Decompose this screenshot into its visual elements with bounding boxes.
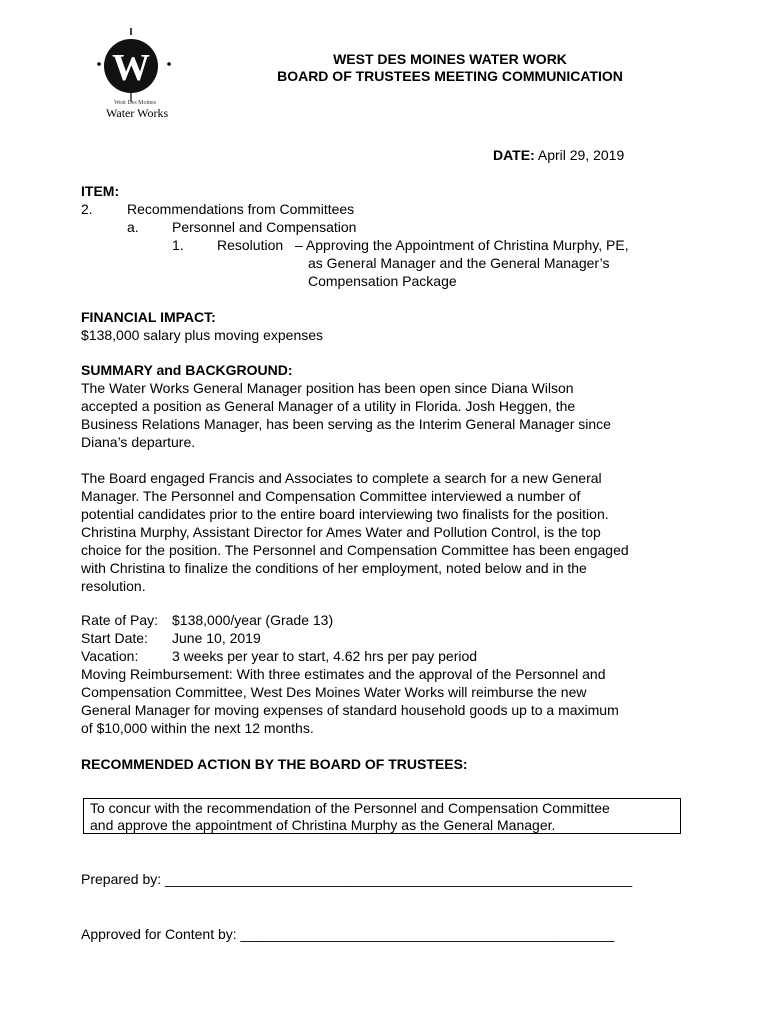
moving-line: of $10,000 within the next 12 months. xyxy=(81,720,314,736)
financial-text: $138,000 salary plus moving expenses xyxy=(81,327,324,343)
date-value: April 29, 2019 xyxy=(534,147,625,163)
date-label: DATE: xyxy=(493,147,535,163)
summary-p1-line: accepted a position as General Manager of a utility in Florida. Josh Heggen, the xyxy=(81,398,576,414)
svg-text:W: W xyxy=(112,47,150,89)
vacation-value: 3 weeks per year to start, 4.62 hrs per pay period xyxy=(172,648,478,664)
header-title-1: WEST DES MOINES WATER WORK xyxy=(333,51,567,67)
item-number: 2. xyxy=(81,201,93,217)
summary-p2-line: choice for the position. The Personnel and Compensation Committee has been engaged xyxy=(81,542,629,558)
summary-paragraph-2 xyxy=(81,469,629,595)
summary-p1-line: The Water Works General Manager position has been open since Diana Wilson xyxy=(81,380,574,396)
resolution-line-2: as General Manager and the General Manager’s xyxy=(308,255,610,271)
header-title-2: BOARD OF TRUSTEES MEETING COMMUNICATION xyxy=(277,68,623,84)
summary-p2-line: Manager. The Personnel and Compensation Committee interviewed a number of xyxy=(81,488,581,504)
summary-p2-line: potential candidates prior to the entire board interviewing two finalists for the position. xyxy=(81,506,609,522)
resolution-line-1: – Approving the Appointment of Christina Murphy, PE, xyxy=(295,237,629,253)
start-date-value: June 10, 2019 xyxy=(172,630,261,646)
date-line xyxy=(493,147,624,163)
logo-line1: West Des Moines xyxy=(114,100,157,106)
recommended-label: RECOMMENDED ACTION BY THE BOARD OF TRUSTEES: xyxy=(81,756,468,772)
moving-reimbursement xyxy=(81,665,619,737)
summary-p2-line: with Christina to finalize the conditions of her employment, noted below and in the xyxy=(81,560,587,576)
moving-line: Moving Reimbursement: With three estimates and the approval of the Personnel and xyxy=(81,666,606,682)
recommendation-line: and approve the appointment of Christina Murphy as the General Manager. xyxy=(90,817,556,833)
item-label: ITEM: xyxy=(81,183,120,199)
summary-label: SUMMARY and BACKGROUND: xyxy=(81,362,293,378)
rate-value: $138,000/year (Grade 13) xyxy=(172,612,334,628)
prepared-by-line: Prepared by: ____________________________________________________________ xyxy=(81,871,633,887)
recommendation-box xyxy=(83,798,681,834)
summary-p1-line: Business Relations Manager, has been serving as the Interim General Manager since xyxy=(81,416,611,432)
moving-line: General Manager for moving expenses of standard household goods up to a maximum xyxy=(81,702,619,718)
recommendation-line: To concur with the recommendation of the Personnel and Compensation Committee xyxy=(90,800,610,816)
vacation-label: Vacation: xyxy=(81,648,139,664)
resolution-line-3: Compensation Package xyxy=(308,273,457,289)
rate-label: Rate of Pay: xyxy=(81,612,159,628)
summary-p1-line: Diana’s departure. xyxy=(81,434,196,450)
summary-p2-line: resolution. xyxy=(81,578,146,594)
summary-paragraph-1 xyxy=(81,379,611,451)
resolution-label: Resolution xyxy=(217,237,284,253)
moving-line: Compensation Committee, West Des Moines Water Works will reimburse the new xyxy=(81,684,587,700)
item-sub-title: Personnel and Compensation xyxy=(172,219,357,235)
summary-p2-line: The Board engaged Francis and Associates to complete a search for a new General xyxy=(81,470,602,486)
summary-p2-line: Christina Murphy, Assistant Director for Ames Water and Pollution Control, is the top xyxy=(81,524,601,540)
approved-by-line: Approved for Content by: ________________________________________________ xyxy=(81,926,615,942)
start-date-label: Start Date: xyxy=(81,630,148,646)
item-title: Recommendations from Committees xyxy=(127,201,355,217)
logo-line2: Water Works xyxy=(106,106,169,120)
resolution-number: 1. xyxy=(172,237,184,253)
item-sub-letter: a. xyxy=(127,219,139,235)
financial-label: FINANCIAL IMPACT: xyxy=(81,309,216,325)
